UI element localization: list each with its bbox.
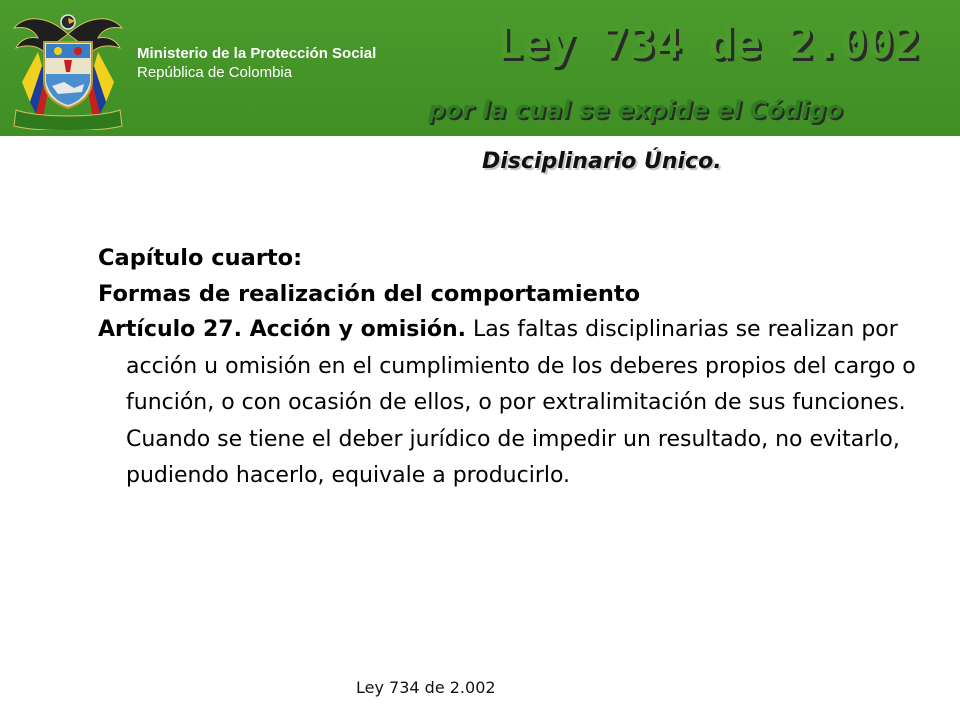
colombia-coat-of-arms-icon	[8, 6, 128, 130]
header-band	[0, 0, 960, 136]
ministry-country: República de Colombia	[137, 64, 293, 81]
article-27-paragraph	[98, 312, 948, 422]
slide-subtitle-line2: Disciplinario Único.	[482, 149, 722, 174]
slide-footer: Ley 734 de 2.002	[356, 678, 496, 697]
article-27-text: Las faltas disciplinarias se realizan por acción u omisión en el cumplimiento de los deberes propios del cargo o función, o con ocasión de ellos, o por extralimitación de sus funciones.	[126, 317, 916, 415]
slide-body	[98, 240, 948, 495]
article-27-paragraph-2: Cuando se tiene el deber jurídico de impedir un resultado, no evitarlo, pudiendo hacerlo, equivale a producirlo.	[126, 426, 900, 488]
ministry-block	[137, 44, 376, 82]
chapter-heading: Capítulo cuarto:	[98, 245, 303, 271]
chapter-title: Formas de realización del comportamiento	[98, 281, 641, 307]
slide-subtitle-line1: por la cual se expide el Código	[428, 96, 843, 124]
ministry-name: Ministerio de la Protección Social	[137, 45, 377, 62]
slide-title: Ley 734 de 2.002	[496, 18, 920, 69]
article-27-heading: Artículo 27. Acción y omisión.	[98, 317, 467, 342]
